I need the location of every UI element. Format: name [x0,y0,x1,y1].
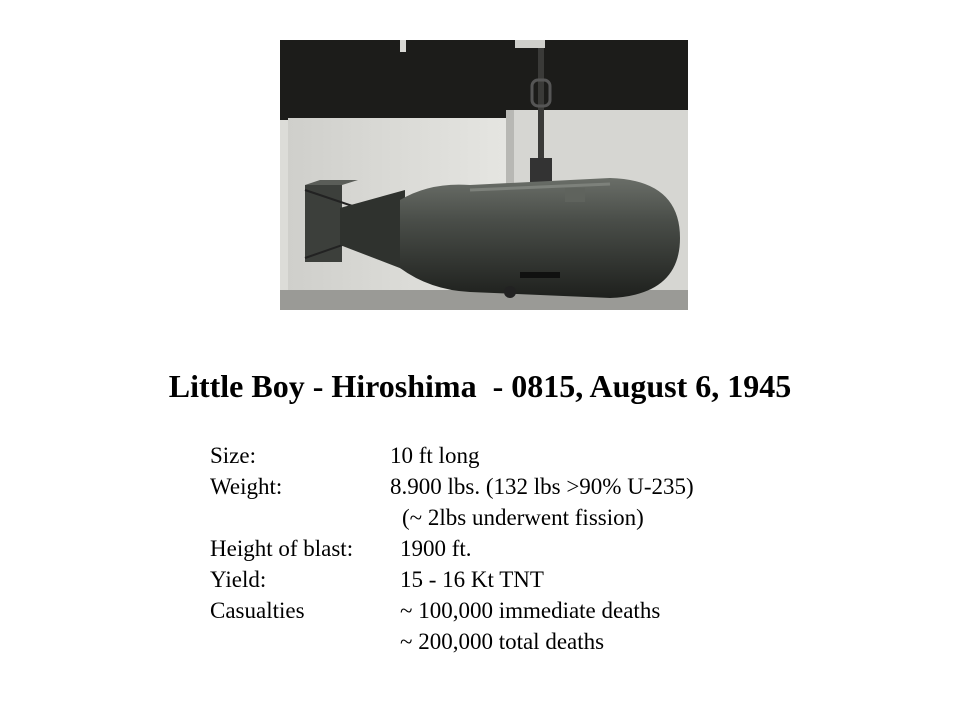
spec-value: 8.900 lbs. (132 lbs >90% U-235) [390,474,694,499]
spec-value: (~ 2lbs underwent fission) [402,505,644,530]
spec-label: Weight: [210,474,283,499]
spec-label: Size: [210,443,256,468]
spec-value: 1900 ft. [400,536,472,561]
spec-label: Yield: [210,567,267,592]
spec-value: ~ 100,000 immediate deaths [400,598,661,623]
spec-label: Height of blast: [210,536,354,561]
spec-label: Casualties [210,598,305,623]
little-boy-bomb-photo [280,40,688,310]
spec-value: 15 - 16 Kt TNT [400,567,544,592]
spec-value: ~ 200,000 total deaths [400,629,605,654]
spec-value: 10 ft long [390,443,480,468]
page-title: Little Boy - Hiroshima - 0815, August 6, 1945 [168,368,792,404]
